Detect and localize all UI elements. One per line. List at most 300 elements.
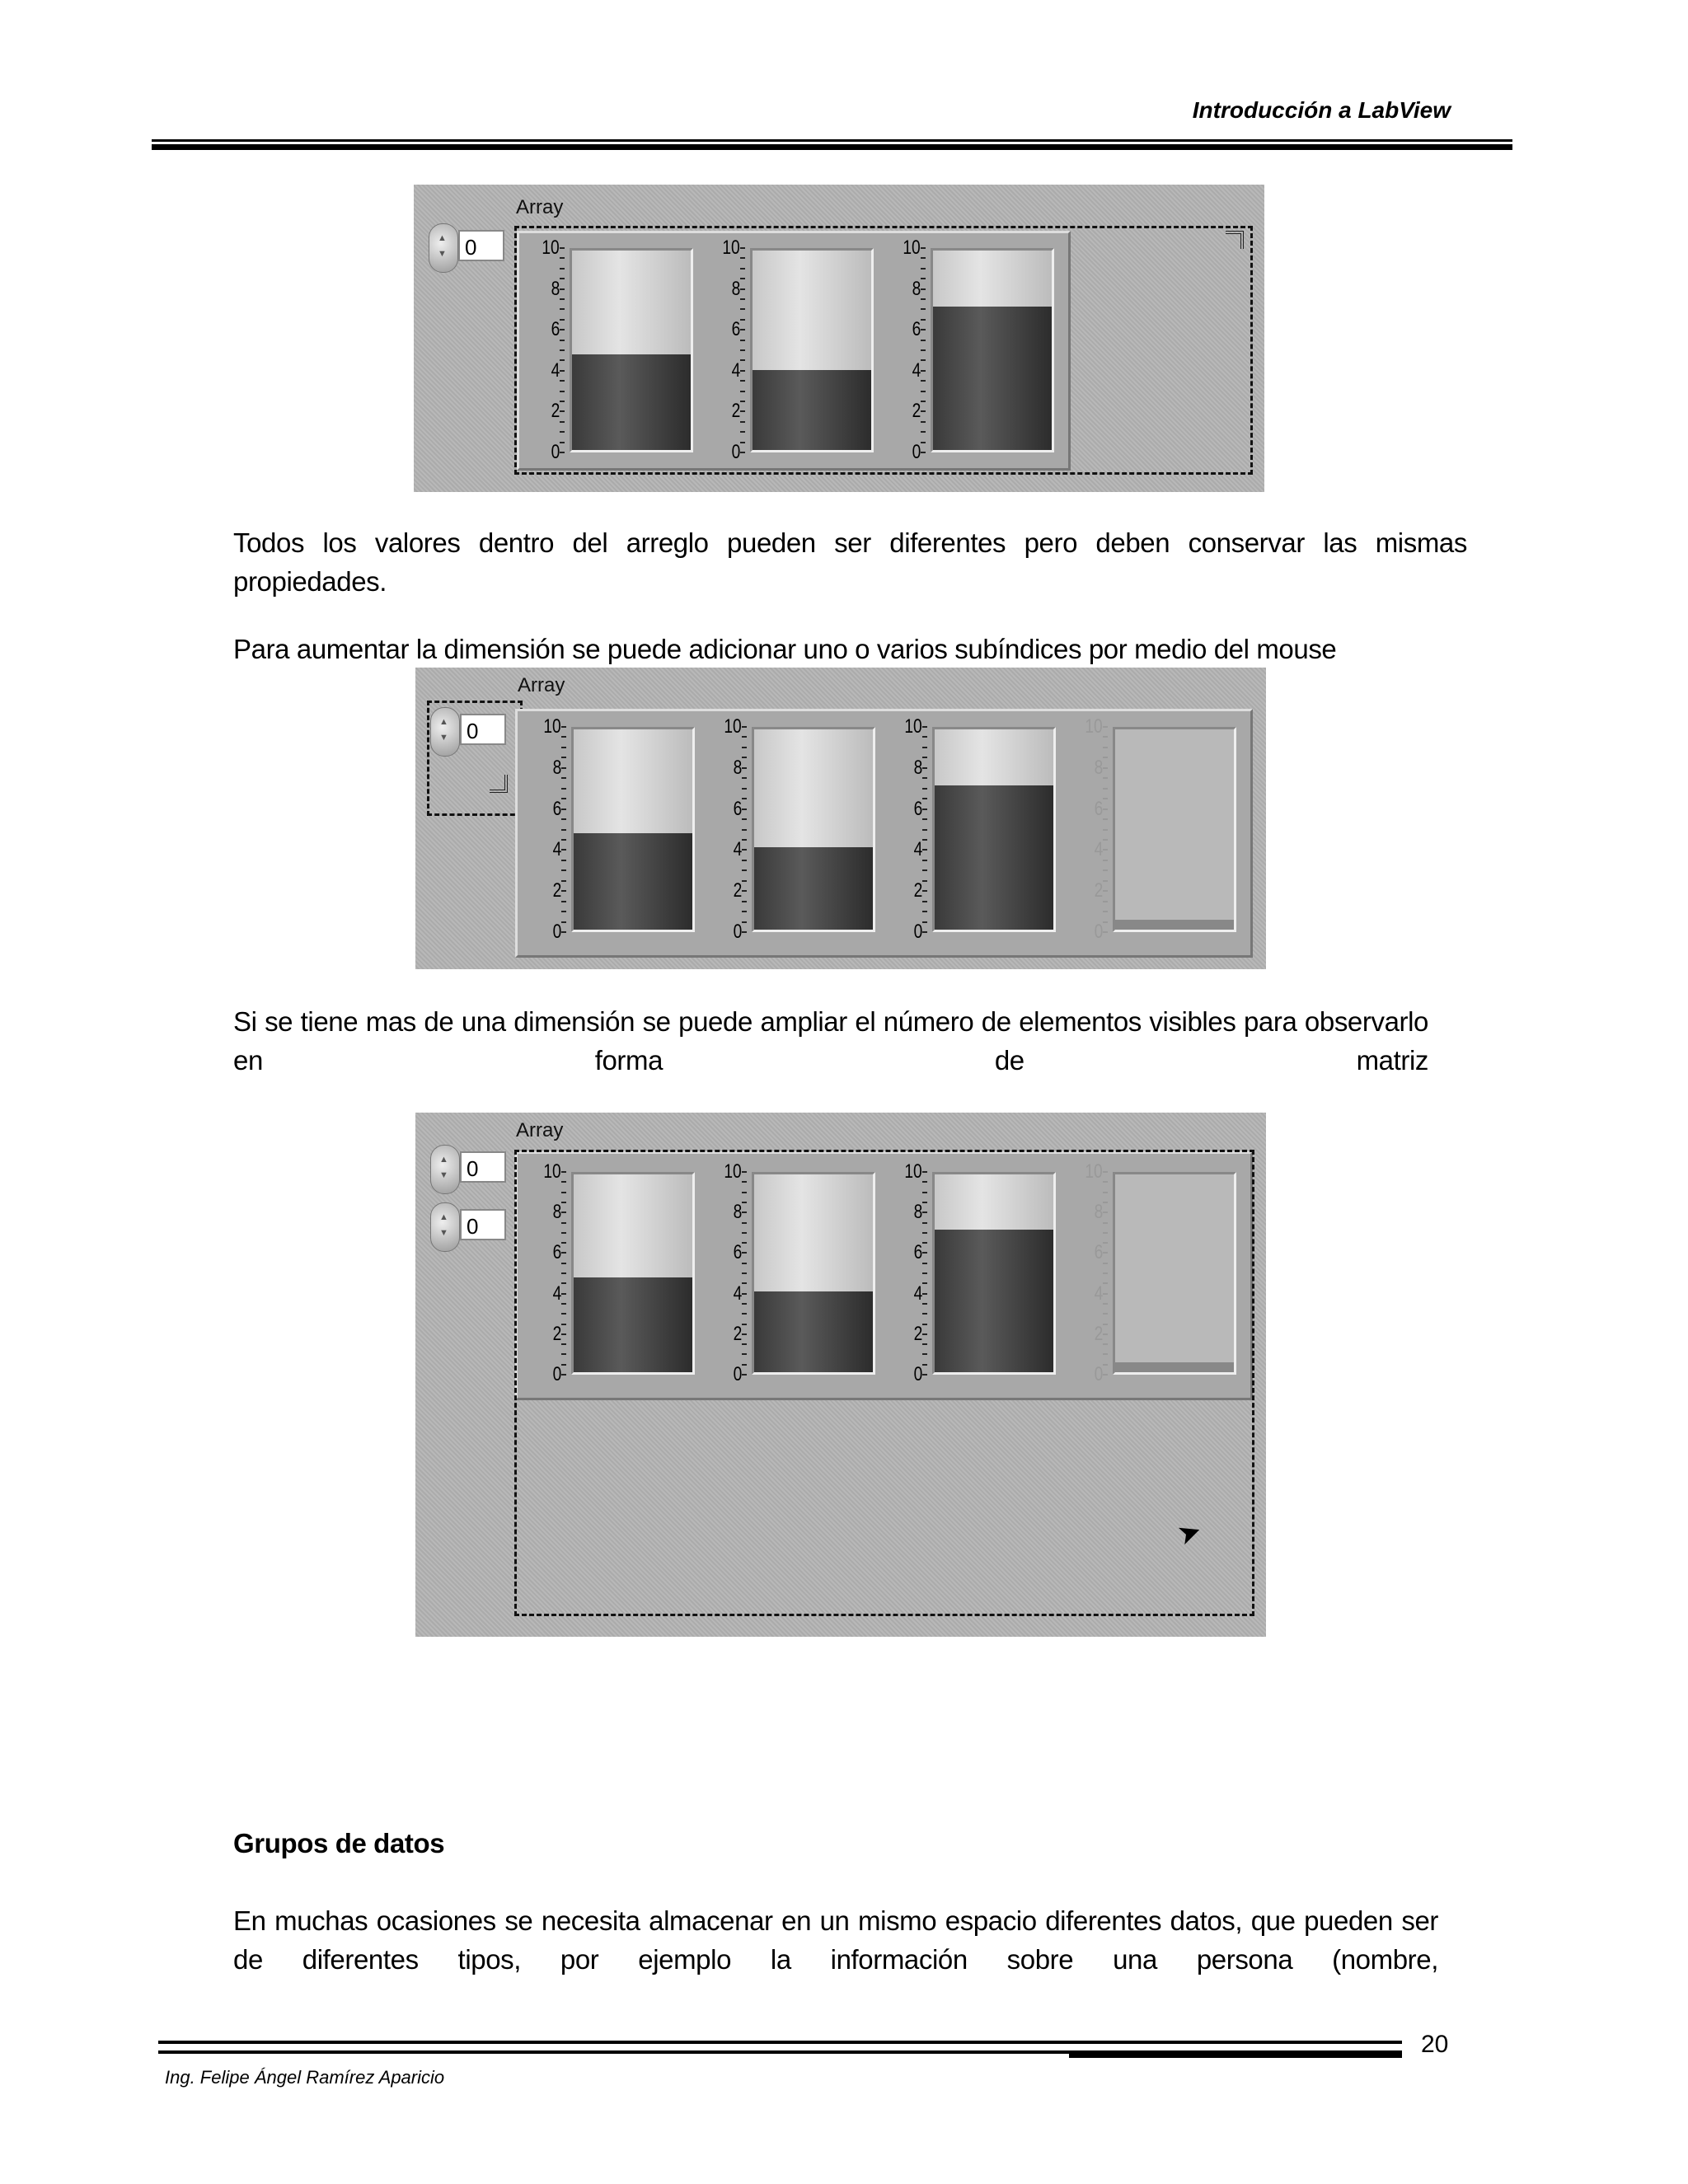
minor-tick [1103, 1202, 1108, 1203]
minor-tick [922, 1232, 927, 1234]
tick-label: 0 [733, 1363, 742, 1385]
minor-tick [561, 818, 566, 820]
minor-tick [921, 380, 926, 382]
minor-tick [1103, 798, 1108, 799]
minor-tick [1103, 1222, 1108, 1224]
tick-label: 8 [731, 277, 740, 300]
minor-tick [1103, 1252, 1108, 1254]
minor-tick [561, 808, 566, 810]
tank-scale [1067, 715, 1108, 943]
minor-tick [561, 1293, 566, 1295]
tick-label: 0 [731, 441, 740, 463]
tick-label: 4 [913, 1282, 922, 1305]
minor-tick [922, 788, 927, 790]
tank-scale [886, 1160, 927, 1385]
minor-tick [561, 1313, 566, 1315]
minor-tick [1103, 1293, 1108, 1295]
minor-tick [561, 829, 566, 831]
minor-tick [921, 391, 926, 392]
minor-tick [1103, 1171, 1108, 1173]
minor-tick [922, 747, 927, 748]
tick-label: 0 [552, 1363, 561, 1385]
minor-tick [742, 1171, 747, 1173]
minor-tick [1103, 1353, 1108, 1355]
minor-tick [1103, 1232, 1108, 1234]
minor-tick [561, 1252, 566, 1254]
minor-tick [922, 921, 927, 923]
minor-tick [740, 370, 745, 372]
minor-tick [740, 401, 745, 402]
tank-body [1113, 1172, 1236, 1375]
tank-indicator[interactable] [525, 715, 706, 943]
tick-label: 4 [552, 1282, 561, 1305]
minor-tick [742, 798, 747, 799]
footer-rule-thick [1069, 2050, 1402, 2058]
tick-label: 6 [733, 797, 742, 820]
tick-label: 6 [912, 318, 921, 341]
minor-tick [740, 308, 745, 310]
footer-author: Ing. Felipe Ángel Ramírez Aparicio [165, 2067, 445, 2088]
minor-tick [561, 911, 566, 912]
increment-decrement-icon[interactable] [429, 223, 458, 273]
minor-tick [742, 901, 747, 902]
minor-tick [742, 880, 747, 882]
tank-body [571, 1172, 695, 1375]
minor-tick [922, 1313, 927, 1315]
minor-tick [742, 1324, 747, 1325]
minor-tick [922, 798, 927, 799]
footer-rule-thin [158, 2041, 1402, 2044]
minor-tick [921, 278, 926, 279]
tank-indicator[interactable] [704, 237, 885, 463]
array-figure-1 [414, 185, 1264, 492]
paragraph-2: Para aumentar la dimensión se puede adicionar uno o varios subíndices por medio del mouse [233, 634, 1337, 664]
tick-label: 4 [733, 838, 742, 861]
tick-label: 4 [1094, 1282, 1103, 1305]
minor-tick [561, 798, 566, 799]
minor-tick [922, 767, 927, 769]
tick-label: 0 [913, 921, 922, 943]
index-control[interactable] [430, 1145, 509, 1183]
minor-tick [922, 829, 927, 831]
tick-label: 4 [1094, 838, 1103, 861]
minor-tick [1103, 1324, 1108, 1325]
minor-tick [1103, 1212, 1108, 1213]
minor-tick [561, 901, 566, 902]
tick-label: 6 [731, 318, 740, 341]
minor-tick [560, 257, 565, 259]
minor-tick [740, 380, 745, 382]
minor-tick [742, 1263, 747, 1264]
tick-label: 8 [552, 1201, 561, 1224]
minor-tick [1103, 726, 1108, 728]
tick-label: 4 [552, 838, 561, 861]
minor-tick [560, 247, 565, 249]
tick-label: 10 [543, 1160, 561, 1183]
resize-handle-icon[interactable] [1226, 231, 1244, 249]
tick-label: 0 [1094, 1363, 1103, 1385]
minor-tick [1103, 1343, 1108, 1345]
minor-tick [1103, 1282, 1108, 1284]
paragraph-4: En muchas ocasiones se necesita almacenar en un mismo espacio diferentes datos, que pueden ser de diferentes tipos, por ejemplo la información sobre una persona (nombre, [233, 1905, 1438, 1975]
tick-label: 10 [724, 1160, 742, 1183]
minor-tick [740, 319, 745, 321]
minor-tick [740, 288, 745, 290]
index-input[interactable]: 0 [458, 230, 504, 261]
increment-decrement-icon[interactable] [430, 707, 460, 757]
tank-scale [1067, 1160, 1108, 1385]
tank-scale [525, 1160, 566, 1385]
tank-scale [523, 237, 565, 463]
minor-tick [922, 757, 927, 758]
minor-tick [922, 1202, 927, 1203]
tank-indicator[interactable] [706, 715, 887, 943]
tick-label: 10 [722, 237, 740, 259]
minor-tick [561, 1343, 566, 1345]
tick-label: 8 [552, 756, 561, 779]
minor-tick [921, 329, 926, 330]
tank-indicator [1067, 1160, 1248, 1385]
tick-label: 10 [724, 715, 742, 738]
minor-tick [1103, 1192, 1108, 1193]
minor-tick [742, 818, 747, 820]
tick-label: 6 [1094, 797, 1103, 820]
minor-tick [921, 308, 926, 310]
section-heading: Grupos de datos [233, 1828, 445, 1858]
minor-tick [922, 1252, 927, 1254]
tick-label: 10 [904, 715, 922, 738]
minor-tick [742, 1293, 747, 1295]
minor-tick [560, 329, 565, 330]
tick-label: 6 [913, 797, 922, 820]
header-title: Introducción a LabView [1192, 97, 1451, 123]
minor-tick [740, 359, 745, 361]
minor-tick [560, 452, 565, 453]
tick-label: 8 [733, 1201, 742, 1224]
minor-tick [922, 1192, 927, 1193]
tick-label: 2 [912, 400, 921, 423]
minor-tick [561, 1212, 566, 1213]
index-control[interactable] [430, 707, 509, 745]
minor-tick [740, 278, 745, 279]
minor-tick [561, 1242, 566, 1244]
tick-label: 8 [913, 756, 922, 779]
minor-tick [742, 1202, 747, 1203]
minor-tick [1103, 880, 1108, 882]
minor-tick [921, 247, 926, 249]
minor-tick [922, 860, 927, 861]
minor-tick [742, 1364, 747, 1366]
minor-tick [921, 319, 926, 321]
minor-tick [922, 1242, 927, 1244]
tick-label: 2 [913, 1322, 922, 1345]
minor-tick [742, 839, 747, 841]
tank-body [752, 727, 875, 932]
minor-tick [1103, 1313, 1108, 1315]
minor-tick [1103, 931, 1108, 933]
minor-tick [560, 340, 565, 341]
minor-tick [1103, 777, 1108, 779]
minor-tick [561, 1222, 566, 1224]
minor-tick [1103, 1242, 1108, 1244]
index-control[interactable] [430, 1202, 509, 1240]
minor-tick [921, 268, 926, 269]
increment-decrement-icon[interactable] [430, 1145, 460, 1194]
minor-tick [740, 329, 745, 330]
minor-tick [1103, 869, 1108, 871]
minor-tick [561, 767, 566, 769]
minor-tick [922, 777, 927, 779]
tick-label: 2 [733, 879, 742, 902]
minor-tick [1103, 808, 1108, 810]
tank-fill [754, 847, 873, 930]
minor-tick [561, 757, 566, 758]
minor-tick [742, 767, 747, 769]
tank-fill [754, 1291, 873, 1372]
minor-tick [921, 431, 926, 433]
minor-tick [560, 442, 565, 443]
tick-label: 8 [913, 1201, 922, 1224]
minor-tick [561, 1181, 566, 1183]
minor-tick [921, 452, 926, 453]
minor-tick [1103, 1374, 1108, 1376]
resize-handle-icon[interactable] [490, 775, 508, 793]
minor-tick [922, 839, 927, 841]
minor-tick [922, 726, 927, 728]
minor-tick [740, 452, 745, 453]
minor-tick [561, 1232, 566, 1234]
minor-tick [921, 442, 926, 443]
minor-tick [922, 849, 927, 851]
minor-tick [1103, 860, 1108, 861]
minor-tick [560, 288, 565, 290]
tick-label: 8 [551, 277, 560, 300]
tank-fill [753, 370, 871, 450]
minor-tick [742, 788, 747, 790]
minor-tick [922, 818, 927, 820]
minor-tick [922, 1222, 927, 1224]
minor-tick [922, 890, 927, 892]
minor-tick [1103, 736, 1108, 738]
minor-tick [1103, 901, 1108, 902]
minor-tick [561, 1202, 566, 1203]
minor-tick [740, 391, 745, 392]
minor-tick [560, 349, 565, 351]
tank-fill [574, 833, 692, 930]
minor-tick [740, 421, 745, 423]
minor-tick [561, 860, 566, 861]
tank-fill [574, 1277, 692, 1372]
minor-tick [922, 869, 927, 871]
minor-tick [922, 1171, 927, 1173]
index-input[interactable]: 0 [460, 1209, 506, 1240]
array-figure-2 [415, 668, 1266, 969]
tank-scale [706, 1160, 747, 1385]
minor-tick [561, 921, 566, 923]
minor-tick [742, 1333, 747, 1335]
tick-label: 2 [552, 879, 561, 902]
minor-tick [742, 849, 747, 851]
tick-label: 2 [913, 879, 922, 902]
tank-indicator[interactable] [886, 1160, 1067, 1385]
minor-tick [1103, 757, 1108, 758]
minor-tick [922, 1374, 927, 1376]
minor-tick [561, 788, 566, 790]
tick-label: 0 [913, 1363, 922, 1385]
minor-tick [921, 421, 926, 423]
minor-tick [922, 1282, 927, 1284]
increment-decrement-icon[interactable] [430, 1202, 460, 1252]
tank-indicator[interactable] [523, 237, 705, 463]
tick-label: 0 [733, 921, 742, 943]
minor-tick [922, 1353, 927, 1355]
tank-fill [1115, 920, 1234, 930]
minor-tick [1103, 1364, 1108, 1366]
array-label: Array [518, 674, 565, 696]
minor-tick [742, 1303, 747, 1305]
minor-tick [922, 1181, 927, 1183]
tank-scale [884, 237, 926, 463]
tick-label: 0 [1094, 921, 1103, 943]
minor-tick [742, 1181, 747, 1183]
minor-tick [561, 839, 566, 841]
tick-label: 2 [731, 400, 740, 423]
minor-tick [740, 268, 745, 269]
minor-tick [742, 726, 747, 728]
minor-tick [742, 1192, 747, 1193]
minor-tick [742, 1212, 747, 1213]
index-input[interactable]: 0 [460, 714, 506, 745]
minor-tick [560, 278, 565, 279]
tank-indicator [1067, 715, 1248, 943]
minor-tick [921, 401, 926, 402]
minor-tick [740, 431, 745, 433]
minor-tick [561, 747, 566, 748]
minor-tick [1103, 890, 1108, 892]
minor-tick [922, 1303, 927, 1305]
tank-indicator[interactable] [886, 715, 1067, 943]
minor-tick [740, 247, 745, 249]
paragraph-3: Si se tiene mas de una dimensión se puede ampliar el número de elementos visibles para observarlo en forma de matriz [233, 1006, 1428, 1076]
array-label: Array [516, 196, 564, 218]
tick-label: 6 [733, 1241, 742, 1264]
tick-label: 10 [543, 715, 561, 738]
minor-tick [742, 860, 747, 861]
minor-tick [742, 1222, 747, 1224]
minor-tick [561, 1272, 566, 1274]
minor-tick [742, 1282, 747, 1284]
minor-tick [922, 1343, 927, 1345]
tank-indicator[interactable] [884, 237, 1066, 463]
minor-tick [742, 1353, 747, 1355]
minor-tick [742, 911, 747, 912]
paragraph-1: Todos los valores dentro del arreglo pueden ser diferentes pero deben conservar las mismas propiedades. [233, 527, 1467, 597]
tank-fill [1115, 1362, 1234, 1372]
minor-tick [1103, 849, 1108, 851]
minor-tick [922, 1364, 927, 1366]
tick-label: 4 [551, 359, 560, 382]
minor-tick [921, 257, 926, 259]
minor-tick [922, 1212, 927, 1213]
tick-label: 4 [733, 1282, 742, 1305]
tank-body [752, 1172, 875, 1375]
minor-tick [561, 890, 566, 892]
minor-tick [922, 880, 927, 882]
minor-tick [740, 349, 745, 351]
tank-body [750, 248, 874, 452]
minor-tick [921, 349, 926, 351]
tick-label: 0 [551, 441, 560, 463]
minor-tick [742, 808, 747, 810]
page-number: 20 [1421, 2031, 1449, 2058]
minor-tick [561, 736, 566, 738]
minor-tick [742, 757, 747, 758]
minor-tick [561, 1192, 566, 1193]
index-control[interactable] [429, 223, 508, 261]
minor-tick [742, 1313, 747, 1315]
header-rule-thin [152, 139, 1512, 142]
tick-label: 8 [733, 756, 742, 779]
tank-scale [886, 715, 927, 943]
minor-tick [560, 410, 565, 412]
minor-tick [922, 911, 927, 912]
minor-tick [740, 410, 745, 412]
minor-tick [922, 736, 927, 738]
tank-fill [933, 307, 1052, 450]
array-label: Array [516, 1119, 564, 1141]
minor-tick [560, 268, 565, 269]
tank-scale [525, 715, 566, 943]
minor-tick [742, 747, 747, 748]
tick-label: 10 [1085, 1160, 1103, 1183]
tick-label: 4 [913, 838, 922, 861]
minor-tick [742, 1343, 747, 1345]
minor-tick [1103, 818, 1108, 820]
minor-tick [1103, 839, 1108, 841]
tank-scale [704, 237, 745, 463]
minor-tick [1103, 1181, 1108, 1183]
tank-body [932, 1172, 1056, 1375]
tank-indicator[interactable] [525, 1160, 706, 1385]
minor-tick [561, 1353, 566, 1355]
minor-tick [561, 1364, 566, 1366]
minor-tick [1103, 1263, 1108, 1264]
tank-body [571, 727, 695, 932]
tick-label: 6 [1094, 1241, 1103, 1264]
minor-tick [561, 1282, 566, 1284]
tick-label: 10 [542, 237, 560, 259]
tank-scale [706, 715, 747, 943]
minor-tick [922, 1324, 927, 1325]
tick-label: 10 [904, 1160, 922, 1183]
minor-tick [921, 298, 926, 300]
mouse-cursor-icon: ➤ [1173, 1514, 1207, 1552]
minor-tick [560, 421, 565, 423]
minor-tick [742, 931, 747, 933]
tick-label: 6 [913, 1241, 922, 1264]
minor-tick [1103, 788, 1108, 790]
tank-indicator[interactable] [706, 1160, 887, 1385]
minor-tick [561, 777, 566, 779]
header-rule-thick [152, 144, 1512, 150]
minor-tick [742, 1252, 747, 1254]
minor-tick [1103, 1272, 1108, 1274]
index-input[interactable]: 0 [460, 1151, 506, 1183]
minor-tick [560, 391, 565, 392]
minor-tick [742, 869, 747, 871]
tick-label: 2 [1094, 879, 1103, 902]
minor-tick [560, 319, 565, 321]
